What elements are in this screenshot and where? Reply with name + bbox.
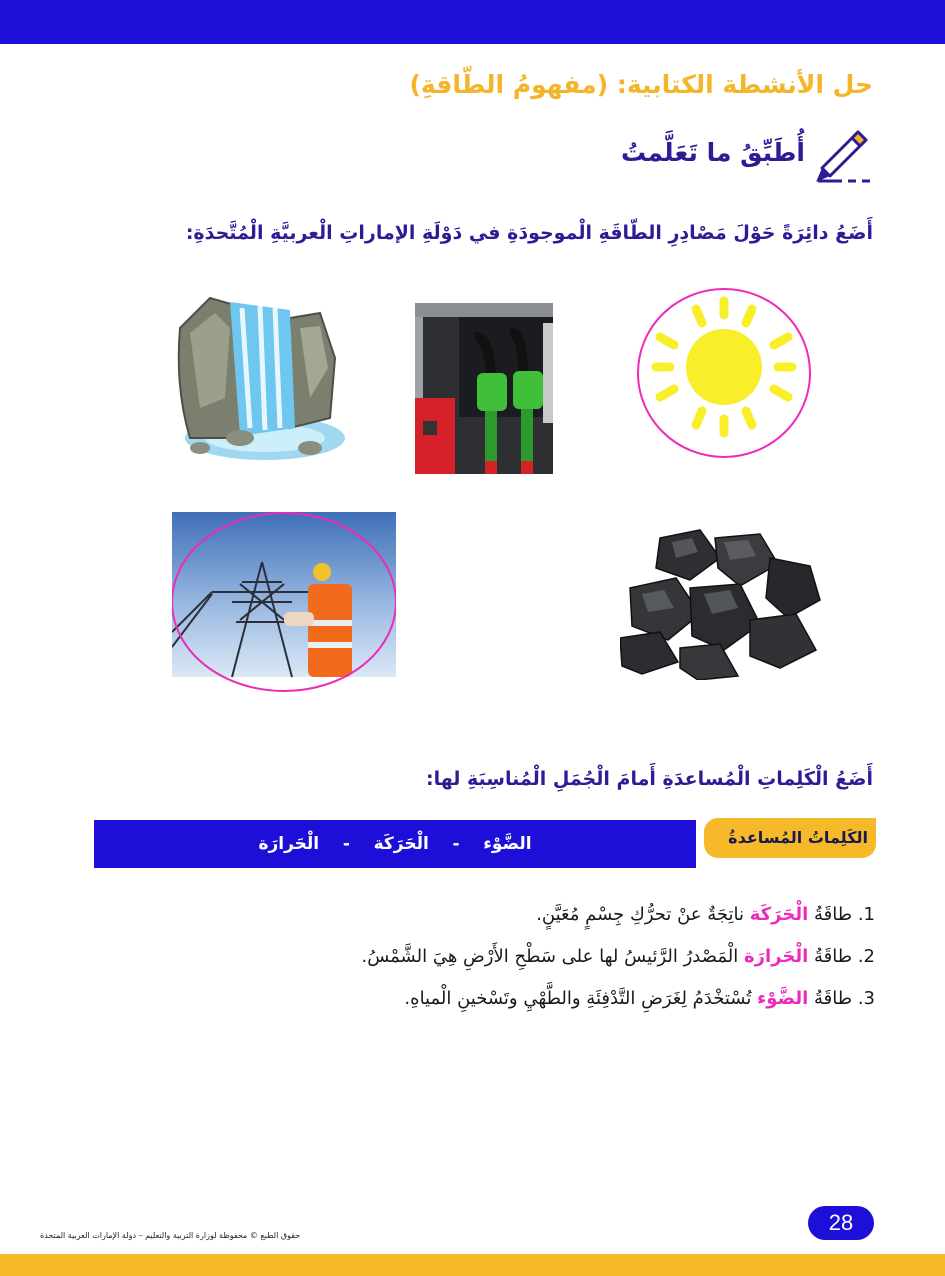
activity-title: أُطَبِّقُ ما تَعَلَّمتُ: [620, 138, 805, 167]
sentence-rest: الْمَصْدرُ الرَّئيسُ لها على سَطْحِ الأَرْضِ هِيَ الشَّمْسُ.: [361, 946, 739, 967]
sentence-1: [536, 904, 875, 925]
sentence-number: 2.: [857, 946, 875, 967]
copyright-notice: حقوق الطبع © محفوظة لوزارة التربية والتعليم – دولة الإمارات العربية المتحدة: [40, 1231, 301, 1240]
top-banner: [0, 0, 945, 44]
bottom-banner: [0, 1254, 945, 1276]
sentence-start: طاقَةُ: [814, 904, 853, 925]
helper-words-list: [94, 820, 696, 868]
sentence-rest: ناتِجَةٌ عنْ تحرُّكِ جِسْمٍ مُعَيَّنٍ.: [536, 904, 745, 925]
sentence-2: [361, 946, 875, 967]
section-title: حل الأنشطة الكتابية: (مفهومُ الطّاقةِ): [409, 70, 873, 99]
sentence-answer[interactable]: الْحَرارَة: [744, 946, 809, 967]
sentence-answer[interactable]: الْحَرَكَة: [749, 904, 809, 925]
helper-word-light: الضَّوْء: [483, 834, 532, 854]
question-2-instruction: أَضَعُ الْكَلِماتِ الْمُساعدَةِ أَمامَ الْجُمَلِ الْمُناسِبَةِ لها:: [425, 768, 873, 790]
waterfall-picture[interactable]: [170, 288, 348, 466]
coal-picture[interactable]: [620, 528, 825, 680]
power-tower-picture[interactable]: [172, 512, 396, 692]
fuel-pump-picture[interactable]: [415, 303, 553, 474]
word-separator: -: [452, 834, 460, 854]
page-number: 28: [828, 1210, 854, 1235]
helper-word-motion: الْحَرَكَة: [373, 834, 429, 854]
helper-word-heat: الْحَرارَة: [258, 834, 320, 854]
word-separator: -: [342, 834, 350, 854]
sun-picture[interactable]: [636, 287, 812, 459]
sentence-start: طاقَةُ: [814, 946, 853, 967]
pencil-icon: [808, 124, 874, 186]
sentence-answer[interactable]: الضَّوْء: [757, 988, 809, 1009]
question-1-instruction: أَضَعُ دائِرَةً حَوْلَ مَصْادِرِ الطّاقَةِ الْموجودَةِ في دَوْلَةِ الإماراتِ الْعربيَّةِ الْمُتَّحدَةِ:: [185, 222, 873, 244]
helper-words-label: الكَلِماتُ المُساعدةُ: [728, 828, 868, 847]
sentence-rest: تُسْتخْدَمُ لِغَرَضِ التَّدْفِئَةِ والطَّهْيِ وتَسْخينِ الْمياهِ.: [404, 988, 752, 1009]
sentence-number: 1.: [857, 904, 875, 925]
sentence-number: 3.: [857, 988, 875, 1009]
sentence-start: طاقَةُ: [814, 988, 853, 1009]
sentence-3: [404, 988, 875, 1009]
